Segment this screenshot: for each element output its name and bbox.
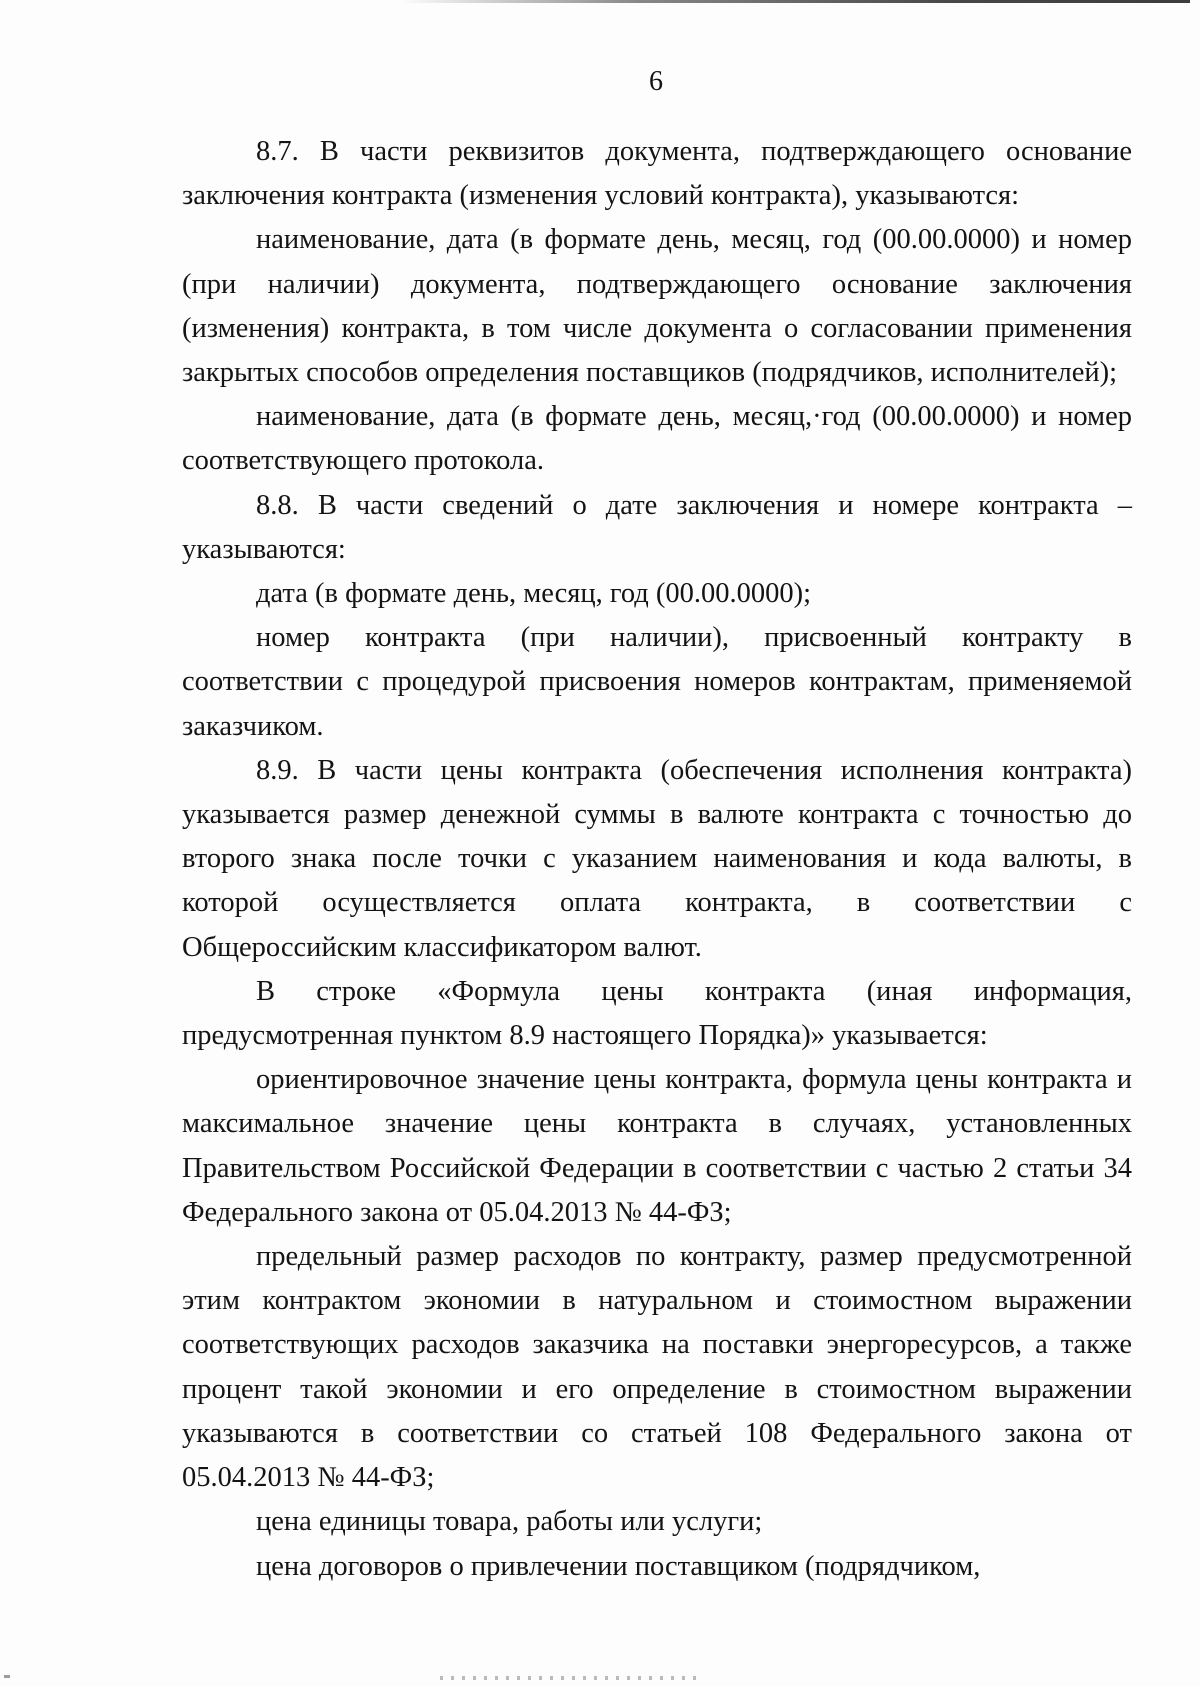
paragraph-item: В строке «Формула цены контракта (иная информация, предусмотренная пунктом 8.9 настоящего Порядка)» указывается: bbox=[182, 975, 1132, 1052]
scan-artifact-line bbox=[400, 0, 1190, 3]
paragraph-item: ориентировочное значение цены контракта, формула цены контракта и максимальное значение цены контракта в случаях, установленных Правительством Российской Федерации в соответствии с частью 2 статьи 34 Федерального закона от 05.04.2013 № 44-ФЗ; bbox=[182, 1064, 1132, 1228]
scan-artifact-speck bbox=[4, 1675, 10, 1678]
paragraph-item: предельный размер расходов по контракту, размер предусмотренной этим контрактом экономии в натуральном и стоимостном выражении соответствующих расходов заказчика на поставки энергоресурсов, а также процент такой экономии и его определение в стоимостном выражении указываются в соответствии со статьей 108 Федерального закона от 05.04.2013 № 44-ФЗ; bbox=[182, 1241, 1132, 1494]
paragraph-item-continued: цена договоров о привлечении поставщиком (подрядчиком, bbox=[256, 1550, 981, 1582]
paragraph-item: дата (в формате день, месяц, год (00.00.0000); bbox=[256, 578, 812, 610]
scan-artifact-specks bbox=[440, 1676, 700, 1680]
paragraph-item: цена единицы товара, работы или услуги; bbox=[256, 1506, 763, 1538]
paragraph-8-8: 8.8. В части сведений о дате заключения и номере контракта – указываются: bbox=[182, 489, 1132, 565]
paragraph-item: наименование, дата (в формате день, месяц, год (00.00.0000) и номер (при наличии) документа, подтверждающего основание заключения (изменения) контракта, в том числе документа о согласовании применения закрытых способов определения поставщиков (подрядчиков, исполнителей); bbox=[182, 224, 1132, 389]
paragraph-item: номер контракта (при наличии), присвоенный контракту в соответствии с процедурой присвоения номеров контрактам, применяемой заказчиком. bbox=[182, 622, 1132, 742]
paragraph-8-9: 8.9. В части цены контракта (обеспечения исполнения контракта) указывается размер денежной суммы в валюте контракта с точностью до второго знака после точки с указанием наименования и кода валюты, в которой осуществляется оплата контракта, в соответствии с Общероссийским классификатором валют. bbox=[182, 754, 1132, 963]
paragraph-item: наименование, дата (в формате день, месяц,·год (00.00.0000) и номер соответствующего протокола. bbox=[182, 401, 1132, 477]
paragraph-8-7: 8.7. В части реквизитов документа, подтверждающего основание заключения контракта (изменения условий контракта), указываются: bbox=[182, 136, 1132, 212]
page-number: 6 bbox=[649, 66, 663, 97]
document-body bbox=[182, 130, 1132, 1589]
